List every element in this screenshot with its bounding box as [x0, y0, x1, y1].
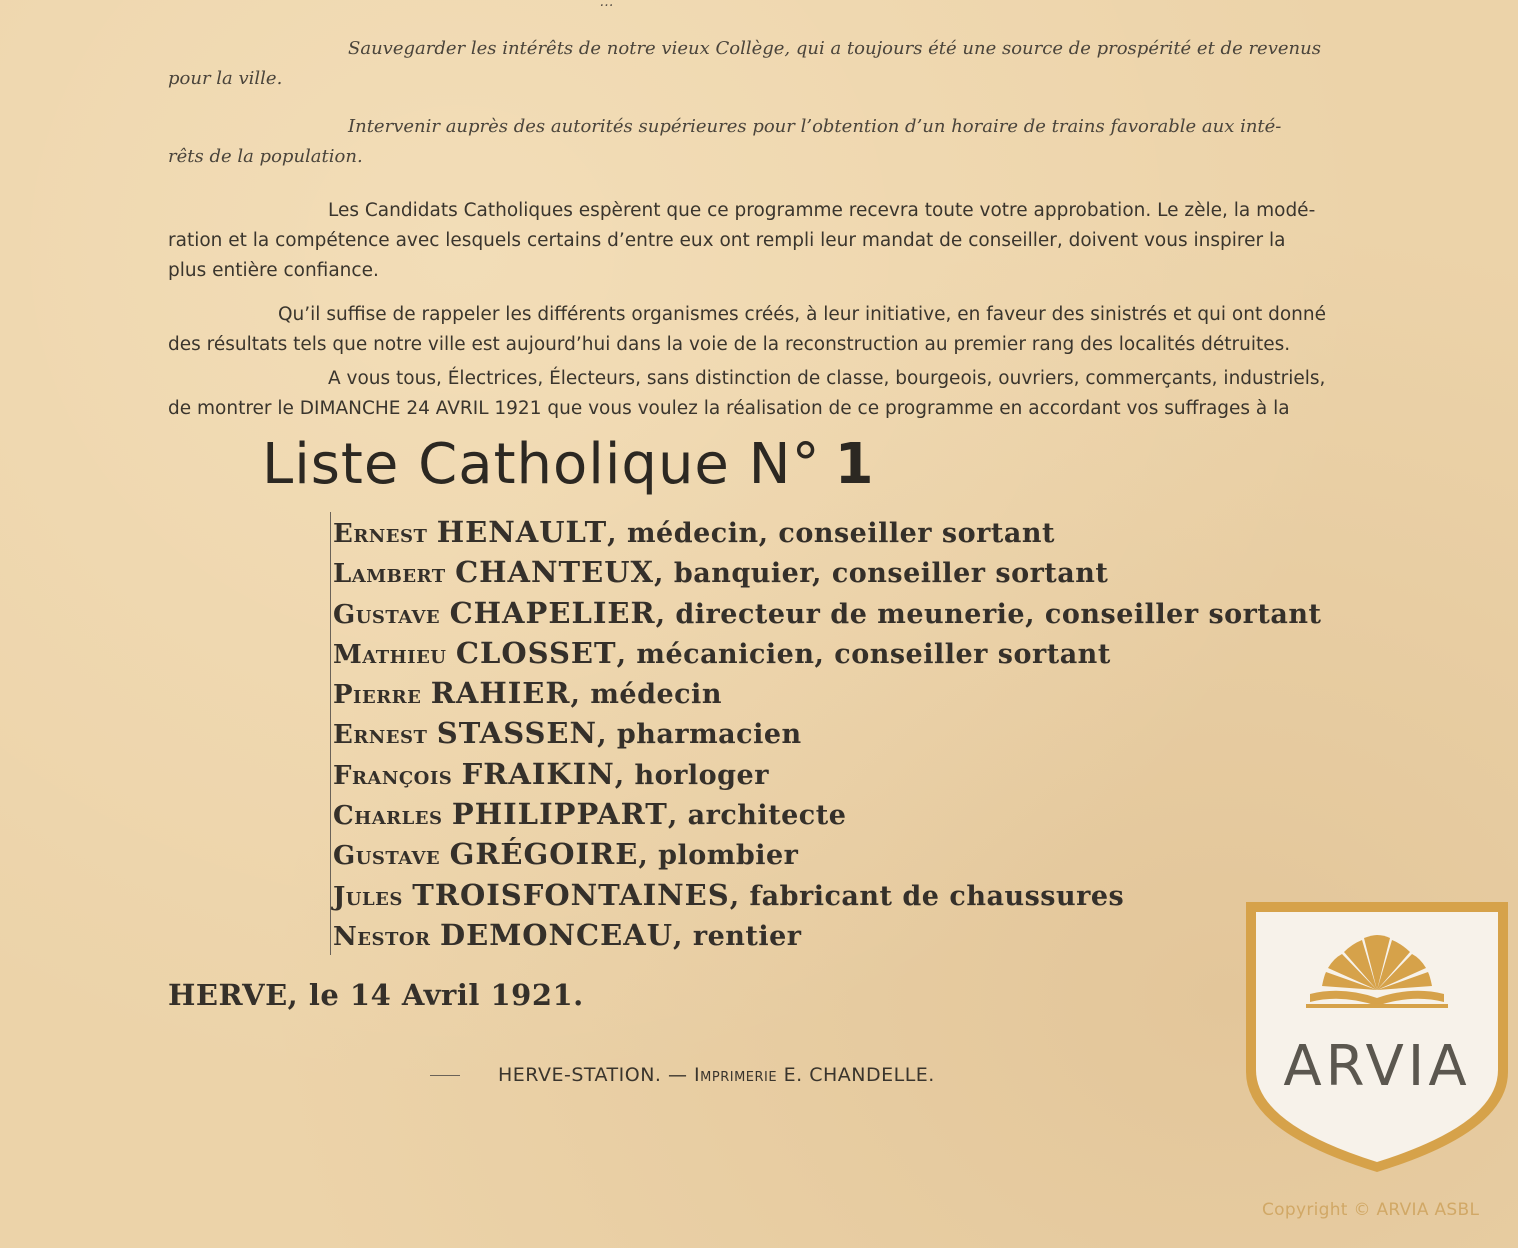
candidate-first-name: François: [333, 760, 453, 791]
paragraph-electeurs: [168, 364, 1376, 424]
candidate-row: [331, 552, 1381, 592]
candidate-list: [330, 512, 1381, 955]
candidate-last-name: DEMONCEAU: [439, 917, 674, 952]
candidate-last-name: CLOSSET: [455, 635, 617, 670]
list-title: [262, 432, 875, 497]
candidate-first-name: Nestor: [333, 921, 431, 952]
candidate-last-name: CHANTEUX: [455, 555, 655, 590]
candidate-first-name: Ernest: [333, 519, 428, 549]
candidate-row: [331, 512, 1381, 552]
candidate-row: [331, 673, 1381, 713]
imprint: [430, 1064, 935, 1086]
paragraph-line: Qu’il suffise de rappeler les différents organismes créés, à leur initiative, en faveur des sinistrés et qui ont donné: [278, 304, 1326, 325]
candidate-last-name: HENAULT: [436, 515, 608, 549]
candidate-role: , plombier: [638, 840, 799, 872]
candidate-first-name: Ernest: [333, 720, 428, 751]
paragraph-line: de montrer le DIMANCHE 24 AVRIL 1921 que vous voulez la réalisation de ce programme en accordant vos suffrages à la: [168, 398, 1290, 419]
imprint-label: Imprimerie: [694, 1064, 778, 1086]
top-cut-text: …: [600, 0, 614, 10]
candidate-first-name: Gustave: [333, 599, 441, 630]
paragraph-line: plus entière confiance.: [168, 260, 379, 281]
imprint-printer: E. CHANDELLE.: [783, 1064, 935, 1086]
paragraph-line: Les Candidats Catholiques espèrent que ce programme recevra toute votre approbation. Le zèle, la modé-: [328, 200, 1316, 221]
shield-icon: [1232, 882, 1522, 1182]
candidate-role: , fabricant de chaussures: [729, 880, 1125, 912]
candidate-last-name: RAHIER: [430, 676, 571, 711]
paragraph-line: pour la ville.: [168, 68, 283, 89]
copyright-notice: Copyright © ARVIA ASBL: [1262, 1200, 1480, 1220]
candidate-role: , mécanicien, conseiller sortant: [616, 638, 1111, 670]
imprint-place: HERVE-STATION.: [498, 1064, 662, 1086]
candidate-row: [331, 754, 1381, 794]
candidate-role: , pharmacien: [597, 719, 802, 751]
candidate-row: [331, 633, 1381, 673]
candidate-first-name: Mathieu: [333, 639, 447, 670]
paragraph-college: [168, 34, 1376, 94]
candidate-first-name: Charles: [333, 801, 443, 832]
candidate-first-name: Pierre: [333, 680, 422, 711]
candidate-row: [331, 713, 1381, 753]
candidate-role: , médecin: [570, 679, 722, 711]
candidate-last-name: FRAIKIN: [461, 756, 615, 791]
candidate-role: , architecte: [667, 800, 847, 832]
candidate-last-name: STASSEN: [436, 716, 598, 751]
candidate-role: , médecin, conseiller sortant: [607, 518, 1055, 549]
candidate-role: , rentier: [673, 920, 802, 952]
arvia-logo: [1232, 882, 1522, 1182]
imprint-dash: —: [668, 1064, 688, 1086]
candidate-last-name: GRÉGOIRE: [449, 837, 639, 872]
candidate-last-name: PHILIPPART: [451, 797, 668, 832]
paragraph-line: rêts de la population.: [168, 146, 363, 167]
candidate-row: [331, 834, 1381, 874]
candidate-row: [331, 593, 1381, 633]
candidate-first-name: Lambert: [333, 559, 446, 590]
candidate-last-name: TROISFONTAINES: [412, 877, 730, 912]
imprint-rule: [430, 1075, 460, 1076]
candidate-last-name: CHAPELIER: [449, 595, 656, 630]
candidate-role: , directeur de meunerie, conseiller sortant: [655, 598, 1322, 630]
paragraph-line: Sauvegarder les intérêts de notre vieux Collège, qui a toujours été une source de prospérité et de revenus: [348, 38, 1321, 59]
paragraph-line: des résultats tels que notre ville est aujourd’hui dans la voie de la reconstruction au premier rang des localités détruites.: [168, 334, 1291, 355]
candidate-first-name: Jules: [333, 881, 403, 912]
list-number: 1: [834, 432, 875, 497]
candidate-role: , horloger: [614, 759, 769, 791]
candidate-row: [331, 915, 1381, 955]
candidate-row: [331, 794, 1381, 834]
candidate-role: , banquier, conseiller sortant: [654, 558, 1109, 590]
paragraph-candidates: [168, 196, 1376, 286]
paragraph-organismes: [168, 300, 1376, 360]
list-title-text: Liste Catholique N°: [262, 432, 821, 497]
logo-text: ARVIA: [1283, 1034, 1471, 1099]
candidate-row: [331, 875, 1381, 915]
paragraph-line: A vous tous, Électrices, Électeurs, sans distinction de classe, bourgeois, ouvriers, commerçants, industriels,: [328, 368, 1326, 389]
paragraph-trains: [168, 112, 1376, 172]
dateline: HERVE, le 14 Avril 1921.: [168, 978, 584, 1012]
paragraph-line: ration et la compétence avec lesquels certains d’entre eux ont rempli leur mandat de conseiller, doivent vous inspirer la: [168, 230, 1286, 251]
candidate-first-name: Gustave: [333, 841, 441, 872]
paragraph-line: Intervenir auprès des autorités supérieures pour l’obtention d’un horaire de trains favorable aux inté-: [348, 116, 1282, 137]
